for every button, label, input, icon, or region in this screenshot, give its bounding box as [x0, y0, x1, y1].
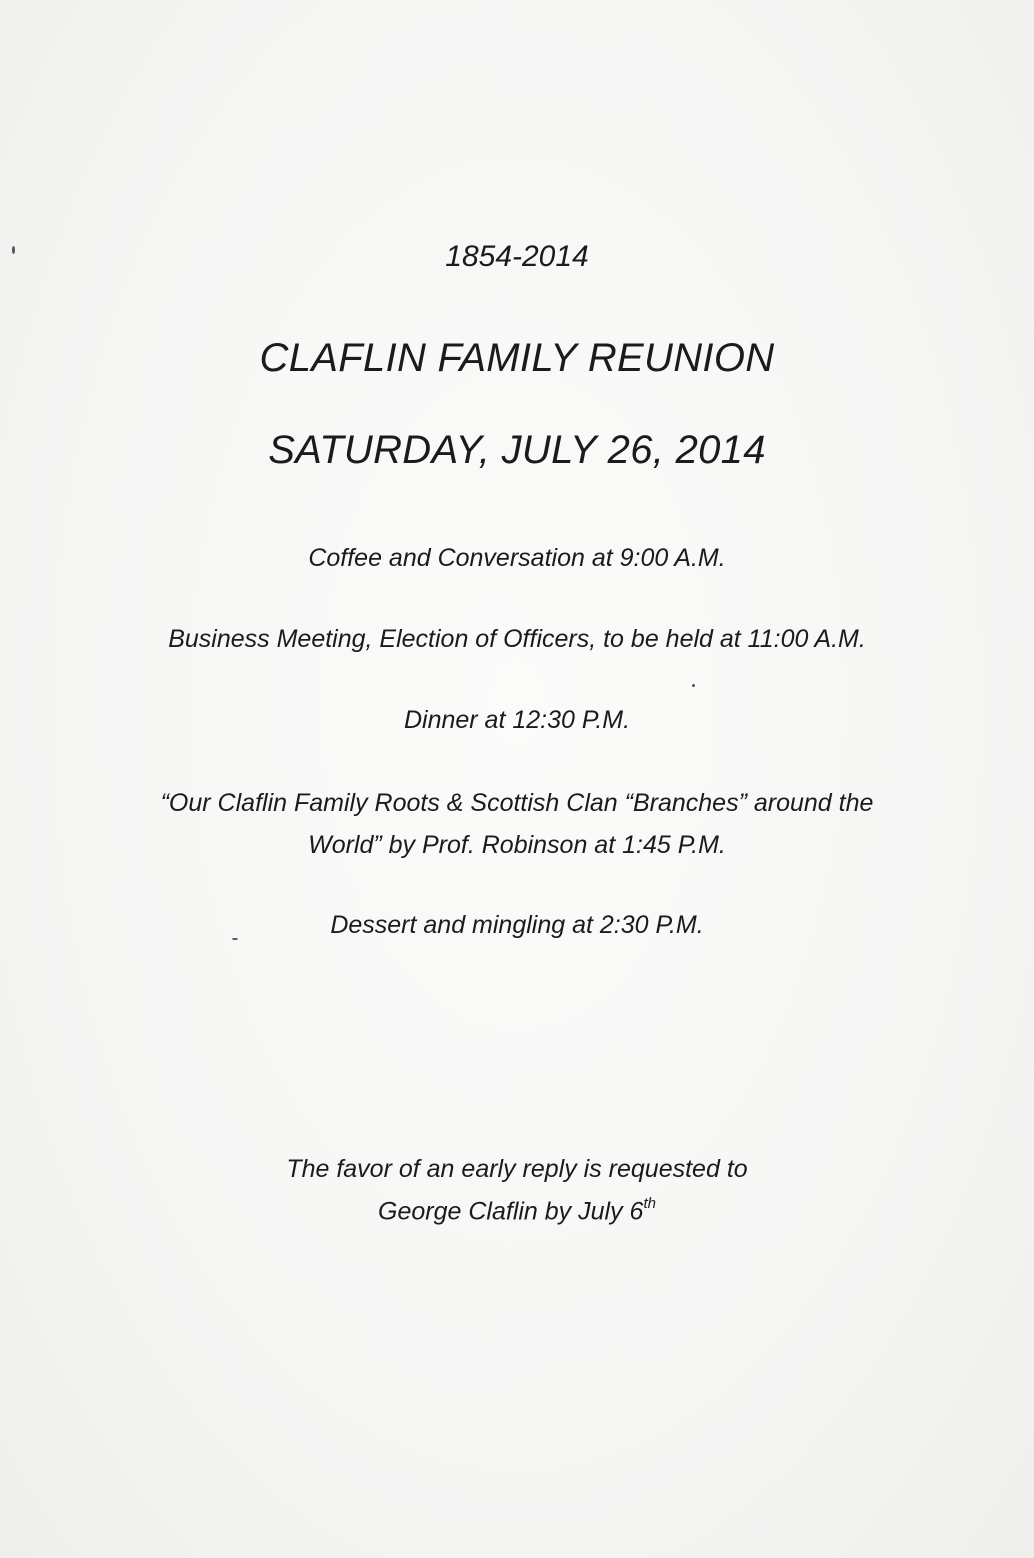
paper-speck: [692, 684, 695, 687]
ordinal-suffix: th: [643, 1195, 656, 1212]
schedule-item-talk-line-1: “Our Claflin Family Roots & Scottish Clan “Branches” around the: [160, 789, 874, 817]
schedule-item-coffee: Coffee and Conversation at 9:00 A.M.: [308, 544, 726, 572]
reply-deadline-text: George Claflin by July 6: [378, 1197, 644, 1226]
event-date: SATURDAY, JULY 26, 2014: [268, 428, 766, 472]
schedule-item-talk-line-2: World” by Prof. Robinson at 1:45 P.M.: [308, 831, 726, 859]
reply-request-line-1: The favor of an early reply is requested to: [286, 1155, 748, 1183]
schedule-item-dinner: Dinner at 12:30 P.M.: [403, 706, 631, 734]
reply-request-line-2: [0, 1197, 1034, 1226]
year-range: 1854-2014: [445, 240, 589, 273]
schedule-item-business-meeting: Business Meeting, Election of Officers, to be held at 11:00 A.M.: [168, 625, 866, 653]
schedule-item-dessert: Dessert and mingling at 2:30 P.M.: [330, 911, 704, 939]
event-title: CLAFLIN FAMILY REUNION: [259, 336, 775, 380]
